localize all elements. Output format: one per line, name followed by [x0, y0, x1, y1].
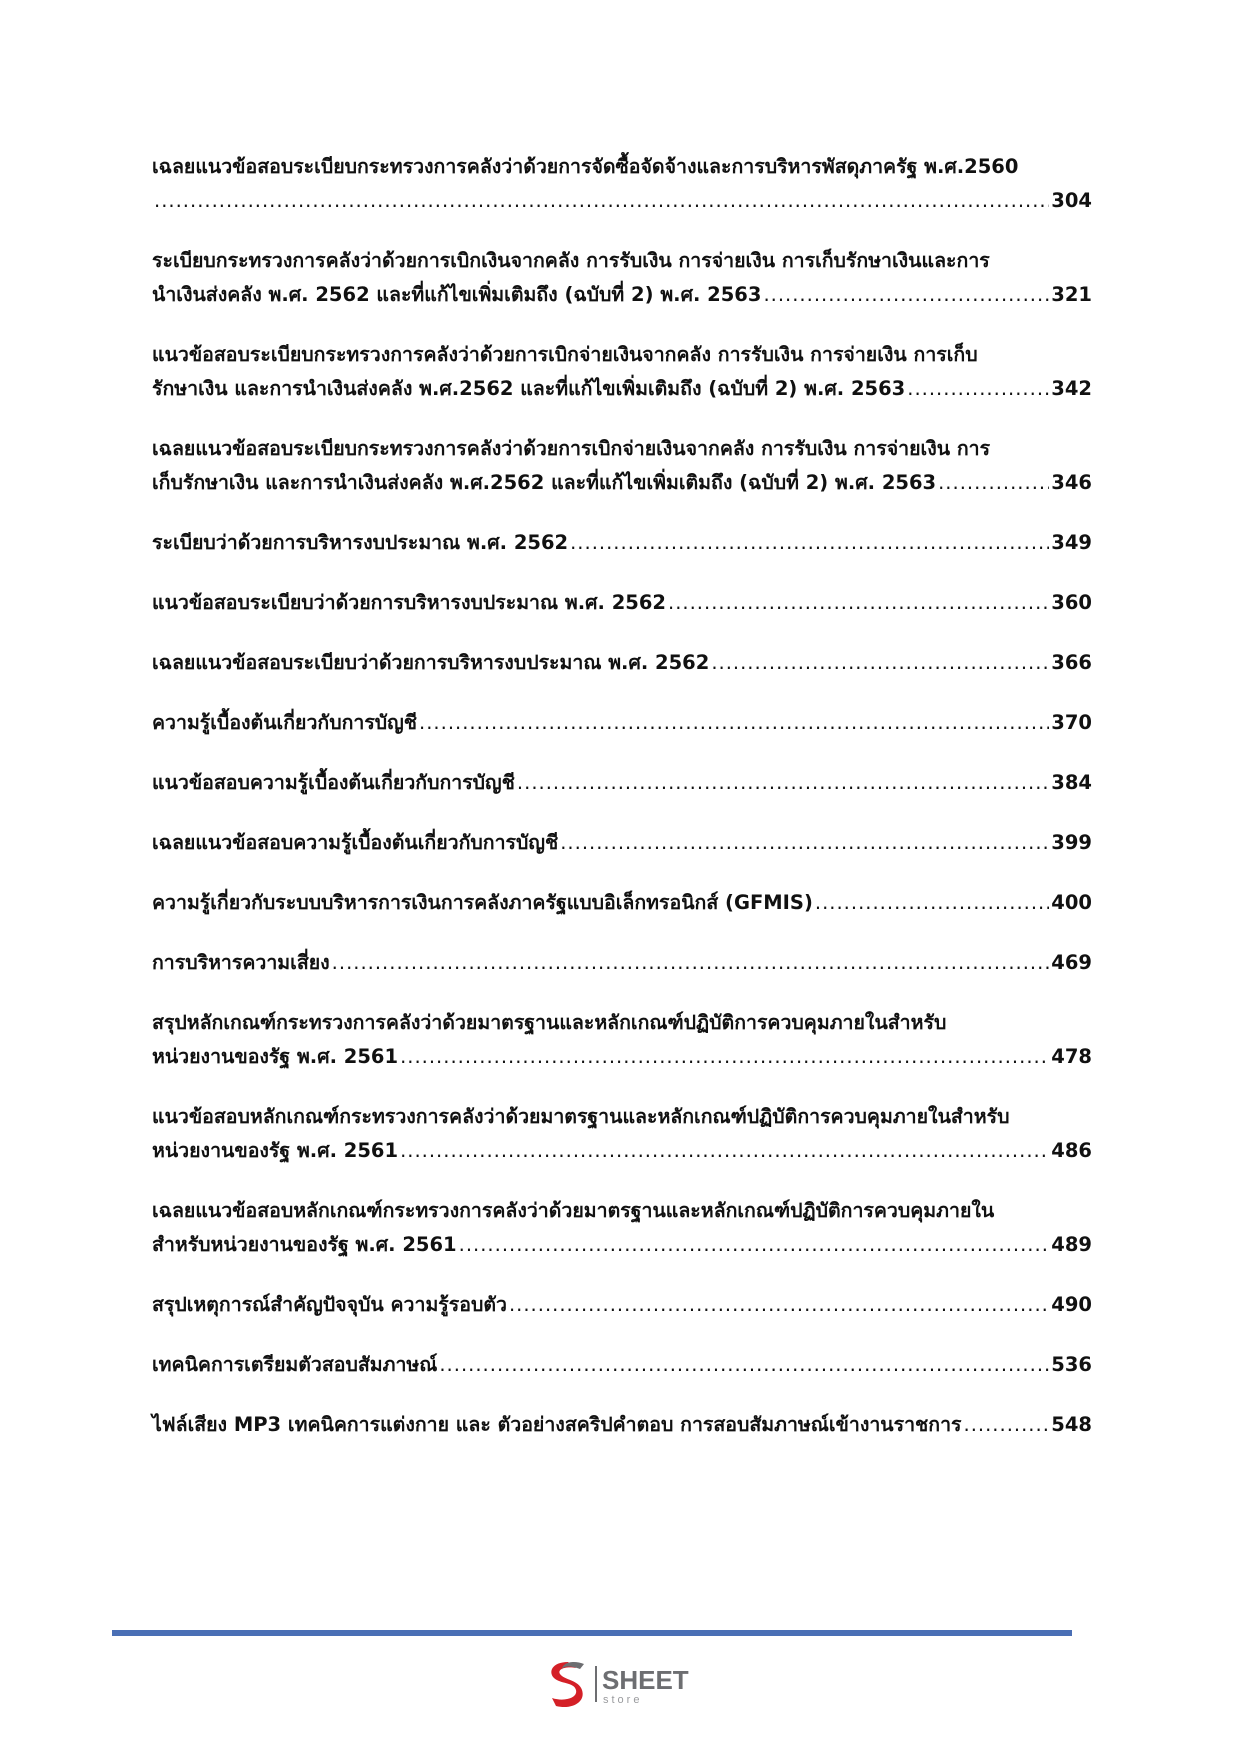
- toc-line: [152, 1100, 1092, 1134]
- toc-entry[interactable]: [152, 1100, 1092, 1168]
- toc-entry[interactable]: [152, 1006, 1092, 1074]
- toc-line: [152, 826, 1092, 860]
- toc-text: สำหรับหน่วยงานของรัฐ พ.ศ. 2561: [152, 1233, 457, 1256]
- toc-entry[interactable]: [152, 886, 1092, 920]
- toc-entry[interactable]: [152, 646, 1092, 680]
- toc-page-number: 548: [1051, 1413, 1092, 1436]
- toc-page-number: 370: [1051, 711, 1092, 734]
- toc-text: นำเงินส่งคลัง พ.ศ. 2562 และที่แก้ไขเพิ่มเติมถึง (ฉบับที่ 2) พ.ศ. 2563: [152, 283, 762, 306]
- toc-entry[interactable]: [152, 826, 1092, 860]
- toc-line: [152, 1408, 1092, 1442]
- toc-line: [152, 766, 1092, 800]
- toc-page-number: 399: [1051, 831, 1092, 854]
- toc-line: [152, 946, 1092, 980]
- toc-text: แนวข้อสอบระเบียบว่าด้วยการบริหารงบประมาณ พ.ศ. 2562: [152, 591, 666, 614]
- toc-text: แนวข้อสอบหลักเกณฑ์กระทรวงการคลังว่าด้วยมาตรฐานและหลักเกณฑ์ปฏิบัติการควบคุมภายในสำหรับ: [152, 1105, 1010, 1128]
- toc-page-number: 366: [1051, 651, 1092, 674]
- toc-text: สรุปเหตุการณ์สำคัญปัจจุบัน ความรู้รอบตัว: [152, 1293, 507, 1316]
- toc-page-number: 486: [1051, 1139, 1092, 1162]
- dot-leader: [332, 946, 1050, 980]
- toc-line: [152, 1134, 1092, 1168]
- toc-page-number: 384: [1051, 771, 1092, 794]
- dot-leader: [570, 526, 1049, 560]
- dot-leader: [459, 1228, 1050, 1262]
- logo-brand-text: SHEET: [602, 1665, 689, 1695]
- footer-rule: [112, 1630, 1072, 1636]
- toc-text: การบริหารความเสี่ยง: [152, 951, 330, 974]
- toc-text: รักษาเงิน และการนำเงินส่งคลัง พ.ศ.2562 และที่แก้ไขเพิ่มเติมถึง (ฉบับที่ 2) พ.ศ. 2563: [152, 377, 906, 400]
- toc-text: หน่วยงานของรัฐ พ.ศ. 2561: [152, 1139, 399, 1162]
- toc-text: เฉลยแนวข้อสอบระเบียบกระทรวงการคลังว่าด้วยการเบิกจ่ายเงินจากคลัง การรับเงิน การจ่ายเงิน การ: [152, 437, 991, 460]
- toc-text: ความรู้เกี่ยวกับระบบบริหารการเงินการคลังภาครัฐแบบอิเล็กทรอนิกส์ (GFMIS): [152, 891, 813, 914]
- toc-line: [152, 706, 1092, 740]
- toc-text: ความรู้เบื้องต้นเกี่ยวกับการบัญชี: [152, 711, 418, 734]
- toc-line: [152, 338, 1092, 372]
- toc-line: [152, 466, 1092, 500]
- toc-line: [152, 1006, 1092, 1040]
- toc-entry[interactable]: [152, 1288, 1092, 1322]
- toc-page-number: 342: [1051, 377, 1092, 400]
- toc-entry[interactable]: [152, 706, 1092, 740]
- toc-page-number: 346: [1051, 471, 1092, 494]
- toc-text: สรุปหลักเกณฑ์กระทรวงการคลังว่าด้วยมาตรฐานและหลักเกณฑ์ปฏิบัติการควบคุมภายในสำหรับ: [152, 1011, 947, 1034]
- dot-leader: [400, 1040, 1049, 1074]
- toc-text: ระเบียบว่าด้วยการบริหารงบประมาณ พ.ศ. 2562: [152, 531, 569, 554]
- toc-entry[interactable]: [152, 150, 1092, 218]
- toc-entry[interactable]: [152, 1194, 1092, 1262]
- dot-leader: [964, 1408, 1050, 1442]
- toc-entry[interactable]: [152, 1348, 1092, 1382]
- dot-leader: [400, 1134, 1049, 1168]
- toc-text: เฉลยแนวข้อสอบหลักเกณฑ์กระทรวงการคลังว่าด้วยมาตรฐานและหลักเกณฑ์ปฏิบัติการควบคุมภายใน: [152, 1199, 995, 1222]
- toc-text: หน่วยงานของรัฐ พ.ศ. 2561: [152, 1045, 399, 1068]
- toc-entry[interactable]: [152, 586, 1092, 620]
- toc-line: [152, 586, 1092, 620]
- dot-leader: [907, 372, 1049, 406]
- dot-leader: [517, 766, 1049, 800]
- dot-leader: [419, 706, 1049, 740]
- toc-line: [152, 150, 1092, 184]
- toc-text: แนวข้อสอบความรู้เบื้องต้นเกี่ยวกับการบัญชี: [152, 771, 515, 794]
- toc-entry[interactable]: [152, 338, 1092, 406]
- toc-page-number: 321: [1051, 283, 1092, 306]
- toc-line: [152, 1040, 1092, 1074]
- dot-leader: [711, 646, 1049, 680]
- dot-leader: [509, 1288, 1049, 1322]
- dot-leader: [439, 1348, 1049, 1382]
- toc-line: [152, 526, 1092, 560]
- toc-entry[interactable]: [152, 244, 1092, 312]
- toc-line: [152, 646, 1092, 680]
- toc-page-number: 536: [1051, 1353, 1092, 1376]
- dot-leader: [560, 826, 1049, 860]
- toc-text: แนวข้อสอบระเบียบกระทรวงการคลังว่าด้วยการเบิกจ่ายเงินจากคลัง การรับเงิน การจ่ายเงิน การเก็บ: [152, 343, 978, 366]
- logo-divider: [595, 1666, 597, 1702]
- toc-page-number: 490: [1051, 1293, 1092, 1316]
- toc-line: [152, 886, 1092, 920]
- toc-text: เทคนิคการเตรียมตัวสอบสัมภาษณ์: [152, 1353, 438, 1376]
- sheet-store-s-icon: [551, 1662, 584, 1707]
- table-of-contents: [152, 150, 1092, 1468]
- toc-line: [152, 1288, 1092, 1322]
- toc-page-number: 478: [1051, 1045, 1092, 1068]
- toc-text: เฉลยแนวข้อสอบระเบียบกระทรวงการคลังว่าด้วยการจัดซื้อจัดจ้างและการบริหารพัสดุภาครัฐ พ.ศ.2560: [152, 155, 1019, 178]
- toc-entry[interactable]: [152, 432, 1092, 500]
- dot-leader: [154, 184, 1049, 218]
- toc-text: ระเบียบกระทรวงการคลังว่าด้วยการเบิกเงินจากคลัง การรับเงิน การจ่ายเงิน การเก็บรักษาเงินและการ: [152, 249, 990, 272]
- toc-page-number: 349: [1051, 531, 1092, 554]
- dot-leader: [763, 278, 1049, 312]
- dot-leader: [938, 466, 1049, 500]
- toc-line: [152, 432, 1092, 466]
- toc-entry[interactable]: [152, 526, 1092, 560]
- dot-leader: [815, 886, 1049, 920]
- toc-text: ไฟล์เสียง MP3 เทคนิคการแต่งกาย และ ตัวอย่างสคริปคำตอบ การสอบสัมภาษณ์เข้างานราชการ: [152, 1413, 962, 1436]
- toc-page-number: 360: [1051, 591, 1092, 614]
- toc-entry[interactable]: [152, 1408, 1092, 1442]
- toc-page-number: 489: [1051, 1233, 1092, 1256]
- toc-line: [152, 184, 1092, 218]
- toc-text: เก็บรักษาเงิน และการนำเงินส่งคลัง พ.ศ.2562 และที่แก้ไขเพิ่มเติมถึง (ฉบับที่ 2) พ.ศ. 2563: [152, 471, 937, 494]
- toc-page-number: 304: [1051, 189, 1092, 212]
- toc-line: [152, 372, 1092, 406]
- toc-text: เฉลยแนวข้อสอบความรู้เบื้องต้นเกี่ยวกับการบัญชี: [152, 831, 559, 854]
- toc-line: [152, 1348, 1092, 1382]
- toc-line: [152, 1228, 1092, 1262]
- toc-entry[interactable]: [152, 946, 1092, 980]
- toc-entry[interactable]: [152, 766, 1092, 800]
- toc-line: [152, 1194, 1092, 1228]
- toc-page-number: 400: [1051, 891, 1092, 914]
- toc-text: เฉลยแนวข้อสอบระเบียบว่าด้วยการบริหารงบประมาณ พ.ศ. 2562: [152, 651, 710, 674]
- dot-leader: [668, 586, 1049, 620]
- sheet-store-logo: [540, 1656, 710, 1712]
- toc-line: [152, 244, 1092, 278]
- logo-brand-subtext: store: [603, 1694, 643, 1706]
- toc-line: [152, 278, 1092, 312]
- toc-page-number: 469: [1051, 951, 1092, 974]
